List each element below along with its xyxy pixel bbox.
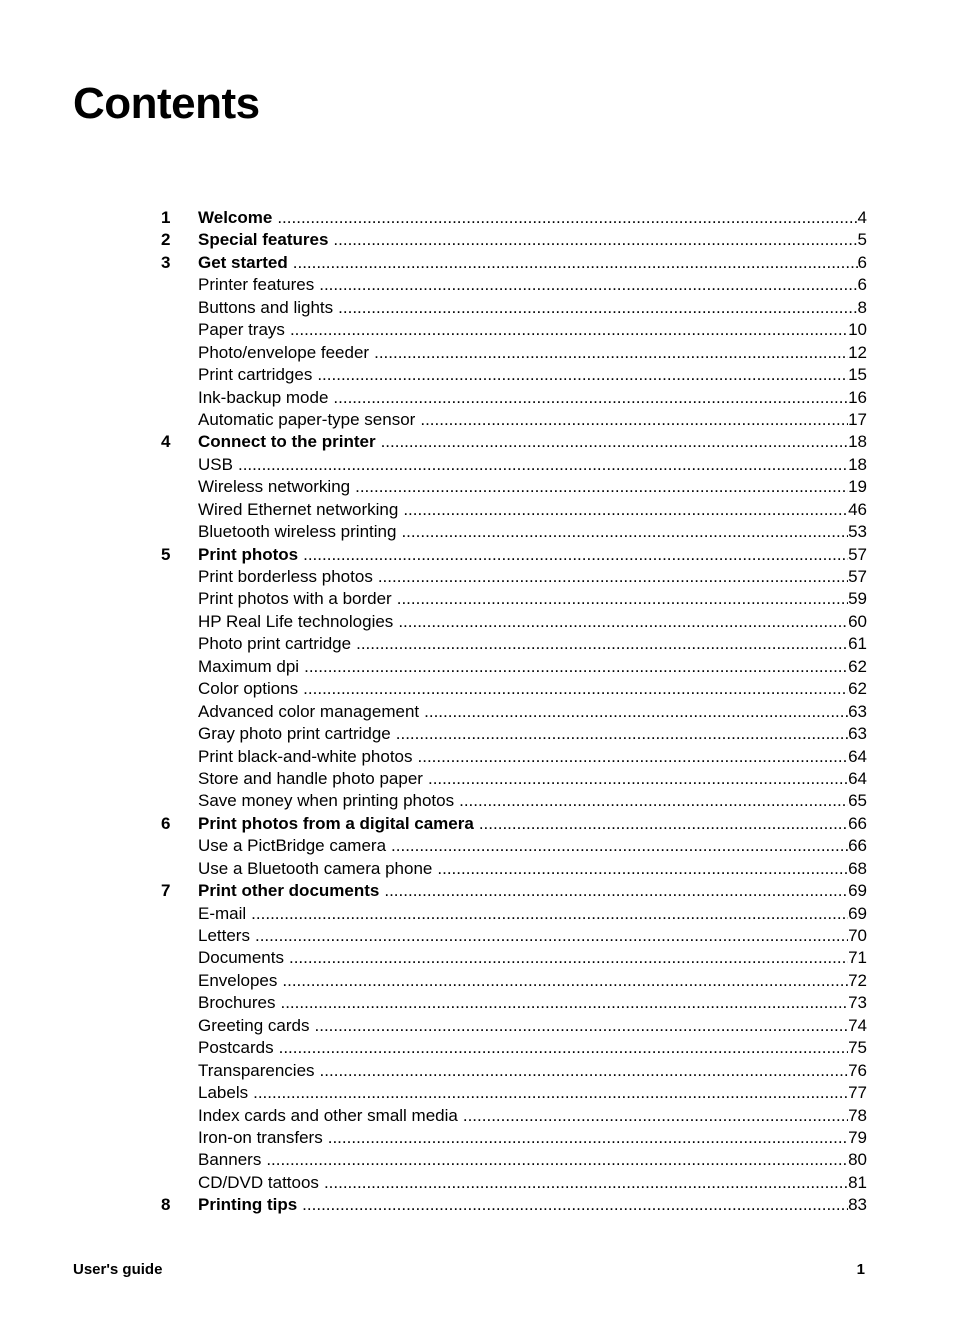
toc-section-entry[interactable] — [161, 1082, 867, 1104]
footer-document-name: User's guide — [73, 1261, 163, 1278]
toc-dot-leader — [420, 409, 848, 431]
toc-entry-body — [198, 431, 867, 453]
toc-section-entry[interactable] — [161, 701, 867, 723]
toc-entry-body — [198, 274, 867, 296]
toc-section-entry[interactable] — [161, 409, 867, 431]
toc-entry-title: Ink-backup mode — [198, 387, 329, 407]
toc-section-entry[interactable] — [161, 274, 867, 296]
toc-chapter-number: 1 — [161, 208, 171, 227]
toc-section-entry[interactable] — [161, 454, 867, 476]
toc-entry-title: HP Real Life technologies — [198, 611, 394, 631]
toc-chapter-number: 5 — [161, 544, 171, 564]
toc-entry-body — [198, 566, 867, 588]
toc-entry-title: Welcome — [198, 208, 273, 227]
toc-entry-title: Documents — [198, 948, 284, 968]
toc-chapter-entry[interactable] — [161, 544, 867, 566]
toc-dot-leader — [293, 252, 858, 274]
toc-dot-leader — [277, 207, 857, 229]
toc-entry-body — [198, 1194, 867, 1216]
toc-page-number: 18 — [848, 454, 867, 474]
toc-section-entry[interactable] — [161, 1015, 867, 1037]
toc-section-entry[interactable] — [161, 297, 867, 319]
toc-entry-body — [198, 813, 867, 835]
toc-entry-body — [198, 925, 867, 947]
toc-entry-body — [198, 588, 867, 610]
toc-dot-leader — [320, 1060, 849, 1082]
toc-entry-body — [198, 790, 867, 812]
toc-section-entry[interactable] — [161, 947, 867, 969]
toc-entry-title: Photo print cartridge — [198, 634, 352, 654]
toc-entry-title: Maximum dpi — [198, 656, 300, 676]
toc-page-number: 15 — [848, 365, 867, 385]
toc-entry-title: Print black-and-white photos — [198, 746, 413, 766]
toc-section-entry[interactable] — [161, 992, 867, 1014]
toc-section-entry[interactable] — [161, 633, 867, 655]
toc-entry-title: Save money when printing photos — [198, 791, 455, 811]
toc-entry-title: Automatic paper-type sensor — [198, 409, 416, 429]
toc-entry-title: Index cards and other small media — [198, 1105, 458, 1125]
toc-entry-body — [198, 1015, 867, 1037]
toc-section-entry[interactable] — [161, 319, 867, 341]
toc-page-number: 75 — [848, 1038, 867, 1058]
toc-entry-title: Photo/envelope feeder — [198, 342, 370, 362]
toc-dot-leader — [356, 633, 848, 655]
toc-entry-title: Print photos — [198, 544, 299, 564]
toc-entry-body — [198, 880, 867, 902]
toc-entry-title: Envelopes — [198, 970, 278, 990]
toc-dot-leader — [303, 678, 848, 700]
toc-entry-title: Printing tips — [198, 1195, 298, 1215]
toc-entry-body — [198, 364, 867, 386]
toc-page-number: 68 — [848, 858, 867, 878]
toc-page-number: 10 — [848, 320, 867, 340]
toc-entry-body — [198, 387, 867, 409]
toc-page-number: 59 — [848, 589, 867, 609]
toc-dot-leader — [338, 297, 857, 319]
toc-page-number: 63 — [848, 724, 867, 744]
toc-section-entry[interactable] — [161, 476, 867, 498]
toc-page-number: 60 — [848, 611, 867, 631]
toc-entry-body — [198, 342, 867, 364]
toc-dot-leader — [463, 1105, 848, 1127]
toc-entry-body — [198, 409, 867, 431]
toc-dot-leader — [317, 364, 848, 386]
toc-entry-title: Special features — [198, 230, 329, 250]
toc-entry-title: Print photos with a border — [198, 589, 392, 609]
toc-page-number: 69 — [848, 881, 867, 901]
toc-dot-leader — [266, 1149, 848, 1171]
toc-section-entry[interactable] — [161, 611, 867, 633]
toc-dot-leader — [315, 1015, 849, 1037]
toc-entry-body — [198, 252, 867, 274]
toc-entry-title: Get started — [198, 252, 288, 272]
toc-chapter-entry[interactable] — [161, 880, 867, 902]
toc-dot-leader — [279, 1037, 848, 1059]
toc-entry-body — [198, 1105, 867, 1127]
toc-page-number: 57 — [848, 544, 867, 564]
toc-page-number: 77 — [848, 1083, 867, 1103]
toc-entry-title: Wired Ethernet networking — [198, 499, 399, 519]
toc-entry-body — [198, 1037, 867, 1059]
toc-entry-body — [198, 701, 867, 723]
toc-entry-title: Print photos from a digital camera — [198, 813, 474, 833]
toc-page-number: 62 — [848, 679, 867, 699]
toc-page-number: 17 — [848, 409, 867, 429]
toc-section-entry[interactable] — [161, 588, 867, 610]
toc-entry-body — [198, 835, 867, 857]
toc-dot-leader — [418, 746, 849, 768]
toc-dot-leader — [280, 992, 848, 1014]
toc-page-number: 70 — [848, 926, 867, 945]
toc-entry-title: Use a Bluetooth camera phone — [198, 858, 433, 878]
toc-page-number: 61 — [848, 634, 867, 654]
toc-entry-title: Print other documents — [198, 881, 380, 901]
toc-page-number: 73 — [848, 993, 867, 1013]
toc-dot-leader — [479, 813, 848, 835]
toc-section-entry[interactable] — [161, 903, 867, 925]
toc-dot-leader — [282, 970, 848, 992]
toc-entry-body — [198, 947, 867, 969]
toc-dot-leader — [303, 544, 848, 566]
toc-dot-leader — [381, 431, 849, 453]
toc-section-entry[interactable] — [161, 678, 867, 700]
toc-section-entry[interactable] — [161, 790, 867, 812]
toc-chapter-entry[interactable] — [161, 252, 867, 274]
toc-dot-leader — [328, 1127, 848, 1149]
toc-chapter-number: 6 — [161, 813, 171, 833]
toc-page-number: 46 — [848, 499, 867, 519]
toc-chapter-entry[interactable] — [161, 229, 867, 251]
toc-section-entry[interactable] — [161, 858, 867, 880]
toc-entry-body — [198, 858, 867, 880]
toc-entry-title: Buttons and lights — [198, 297, 334, 317]
toc-page-number: 16 — [848, 387, 867, 407]
toc-entry-title: CD/DVD tattoos — [198, 1172, 319, 1192]
toc-entry-body — [198, 1082, 867, 1104]
toc-entry-title: Letters — [198, 926, 250, 945]
toc-page-number: 4 — [857, 208, 867, 227]
toc-section-entry[interactable] — [161, 723, 867, 745]
toc-section-entry[interactable] — [161, 1105, 867, 1127]
toc-page-number: 72 — [848, 970, 867, 990]
toc-section-entry[interactable] — [161, 970, 867, 992]
toc-section-entry[interactable] — [161, 364, 867, 386]
toc-section-entry[interactable] — [161, 1037, 867, 1059]
toc-page-number: 66 — [848, 836, 867, 856]
toc-dot-leader — [238, 454, 848, 476]
footer-page-number: 1 — [856, 1261, 865, 1278]
toc-dot-leader — [302, 1194, 848, 1216]
toc-section-entry[interactable] — [161, 1127, 867, 1149]
toc-dot-leader — [304, 656, 848, 678]
toc-page-number: 8 — [857, 297, 867, 317]
toc-dot-leader — [333, 387, 848, 409]
toc-entry-body — [198, 723, 867, 745]
toc-section-entry[interactable] — [161, 768, 867, 790]
toc-entry-body — [198, 768, 867, 790]
toc-section-entry[interactable] — [161, 656, 867, 678]
toc-section-entry[interactable] — [161, 746, 867, 768]
toc-page-number: 81 — [848, 1172, 867, 1192]
toc-page-number: 57 — [848, 567, 867, 586]
toc-entry-title: Print borderless photos — [198, 567, 373, 586]
toc-entry-body — [198, 656, 867, 678]
toc-entry-body — [198, 544, 867, 566]
toc-section-entry[interactable] — [161, 835, 867, 857]
toc-dot-leader — [391, 835, 848, 857]
toc-entry-title: Use a PictBridge camera — [198, 836, 387, 856]
toc-dot-leader — [289, 947, 848, 969]
toc-entry-title: Banners — [198, 1150, 262, 1170]
toc-page-number: 64 — [848, 746, 867, 766]
toc-dot-leader — [428, 768, 848, 790]
toc-entry-body — [198, 746, 867, 768]
page-title: Contents — [73, 79, 260, 128]
toc-entry-body — [198, 476, 867, 498]
toc-entry-title: Transparencies — [198, 1060, 315, 1080]
toc-dot-leader — [424, 701, 848, 723]
toc-dot-leader — [378, 566, 848, 588]
toc-page-number: 78 — [848, 1105, 867, 1125]
toc-entry-title: Paper trays — [198, 320, 285, 340]
toc-entry-body — [198, 678, 867, 700]
toc-dot-leader — [324, 1172, 848, 1194]
toc-section-entry[interactable] — [161, 566, 867, 588]
toc-page-number: 83 — [848, 1195, 867, 1215]
toc-section-entry[interactable] — [161, 521, 867, 543]
toc-dot-leader — [253, 1082, 848, 1104]
toc-page-number: 19 — [848, 477, 867, 497]
toc-entry-title: Bluetooth wireless printing — [198, 522, 397, 542]
toc-chapter-entry[interactable] — [161, 431, 867, 453]
toc-page-number: 62 — [848, 656, 867, 676]
toc-page-number: 6 — [857, 252, 867, 272]
toc-entry-body — [198, 970, 867, 992]
toc-page-number: 12 — [848, 342, 867, 362]
toc-entry-body — [198, 1149, 867, 1171]
toc-page-number: 6 — [857, 275, 867, 295]
toc-chapter-number: 7 — [161, 881, 171, 901]
toc-entry-title: E-mail — [198, 903, 247, 923]
toc-entry-body — [198, 297, 867, 319]
toc-entry-body — [198, 229, 867, 251]
toc-dot-leader — [403, 499, 848, 521]
toc-page-number: 69 — [848, 903, 867, 923]
toc-entry-body — [198, 207, 867, 229]
toc-dot-leader — [384, 880, 848, 902]
toc-section-entry[interactable] — [161, 1172, 867, 1194]
toc-entry-body — [198, 1127, 867, 1149]
toc-entry-body — [198, 454, 867, 476]
toc-entry-title: Print cartridges — [198, 365, 313, 385]
toc-page-number: 53 — [848, 522, 867, 542]
toc-entry-title: Postcards — [198, 1038, 274, 1058]
toc-section-entry[interactable] — [161, 342, 867, 364]
toc-entry-title: Store and handle photo paper — [198, 768, 423, 788]
toc-page-number: 74 — [848, 1015, 867, 1035]
toc-dot-leader — [437, 858, 848, 880]
toc-dot-leader — [396, 723, 848, 745]
toc-entry-title: Gray photo print cartridge — [198, 724, 391, 744]
toc-section-entry[interactable] — [161, 1060, 867, 1082]
toc-dot-leader — [251, 903, 848, 925]
toc-dot-leader — [355, 476, 848, 498]
toc-page-number: 71 — [848, 948, 867, 968]
toc-entry-body — [198, 633, 867, 655]
toc-page-number: 63 — [848, 701, 867, 721]
toc-entry-body — [198, 1172, 867, 1194]
toc-dot-leader — [255, 925, 848, 947]
toc-page-number: 80 — [848, 1150, 867, 1170]
toc-page-number: 66 — [848, 813, 867, 833]
toc-chapter-number: 3 — [161, 252, 171, 272]
toc-dot-leader — [397, 588, 848, 610]
toc-page-number: 5 — [857, 230, 867, 250]
toc-section-entry[interactable] — [161, 1149, 867, 1171]
toc-entry-body — [198, 1060, 867, 1082]
toc-section-entry[interactable] — [161, 499, 867, 521]
toc-dot-leader — [374, 342, 848, 364]
toc-chapter-entry[interactable] — [161, 813, 867, 835]
toc-page-number: 76 — [848, 1060, 867, 1080]
toc-entry-body — [198, 992, 867, 1014]
toc-section-entry[interactable] — [161, 925, 867, 947]
toc-entry-title: Printer features — [198, 275, 315, 295]
toc-page-number: 18 — [848, 432, 867, 452]
toc-page-number: 79 — [848, 1127, 867, 1147]
toc-entry-title: USB — [198, 454, 233, 474]
toc-chapter-number: 8 — [161, 1195, 171, 1215]
toc-entry-title: Brochures — [198, 993, 276, 1013]
toc-dot-leader — [459, 790, 848, 812]
toc-entry-title: Color options — [198, 679, 299, 699]
toc-chapter-number: 4 — [161, 432, 171, 452]
toc-dot-leader — [319, 274, 857, 296]
toc-entry-title: Advanced color management — [198, 701, 420, 721]
toc-entry-title: Connect to the printer — [198, 432, 376, 452]
toc-entry-title: Greeting cards — [198, 1015, 310, 1035]
toc-entry-body — [198, 499, 867, 521]
toc-page-number: 64 — [848, 768, 867, 788]
table-of-contents — [161, 207, 867, 1217]
toc-section-entry[interactable] — [161, 387, 867, 409]
toc-entry-title: Labels — [198, 1083, 249, 1103]
toc-entry-body — [198, 319, 867, 341]
toc-entry-title: Wireless networking — [198, 477, 351, 497]
toc-dot-leader — [333, 229, 857, 251]
toc-entry-body — [198, 903, 867, 925]
toc-entry-body — [198, 611, 867, 633]
toc-page-number: 65 — [848, 791, 867, 811]
toc-chapter-number: 2 — [161, 230, 171, 250]
toc-dot-leader — [398, 611, 848, 633]
toc-dot-leader — [401, 521, 848, 543]
toc-dot-leader — [290, 319, 848, 341]
toc-chapter-entry[interactable] — [161, 207, 867, 229]
toc-entry-title: Iron-on transfers — [198, 1127, 323, 1147]
toc-chapter-entry[interactable] — [161, 1194, 867, 1216]
toc-entry-body — [198, 521, 867, 543]
